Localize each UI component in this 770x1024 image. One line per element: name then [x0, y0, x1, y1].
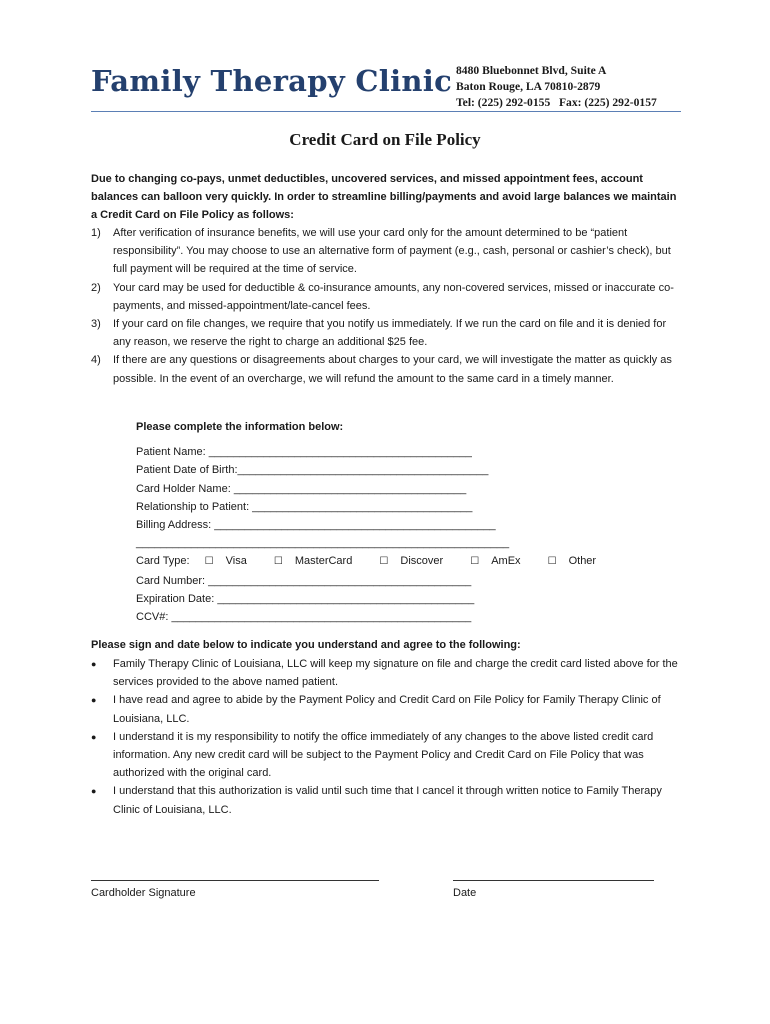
acknowledgement-text: Family Therapy Clinic of Louisiana, LLC will keep my signature on file and charge the credit card listed above for the services provided to the above named patient. [113, 658, 678, 689]
billing-address-field[interactable]: Billing Address: ______________________________________________ [136, 519, 496, 532]
acknowledgement-item [91, 691, 683, 727]
page-title: Credit Card on File Policy [289, 130, 481, 149]
card-type-option-other[interactable]: ☐ Other [547, 555, 597, 568]
form-heading: Please complete the information below: [136, 421, 344, 433]
header-divider [91, 111, 681, 112]
checkbox-icon: ☐ [379, 556, 389, 568]
checkbox-icon: ☐ [204, 556, 214, 568]
date-label: Date [453, 887, 477, 899]
acknowledgement-item [91, 782, 683, 818]
patient-name-field[interactable]: Patient Name: ___________________________________________ [136, 446, 472, 459]
cardholder-signature-label: Cardholder Signature [91, 887, 196, 899]
bullet-icon: ● [91, 695, 97, 706]
acknowledgement-item [91, 728, 683, 783]
card-info-form [136, 418, 597, 626]
clinic-address [456, 63, 657, 111]
card-type-option-amex[interactable]: ☐ AmEx [470, 555, 521, 568]
bullet-icon: ● [91, 786, 97, 797]
relationship-field[interactable]: Relationship to Patient: ____________________________________ [136, 500, 473, 513]
policy-item-number: 4) [91, 354, 101, 367]
policy-item-number: 1) [91, 227, 101, 239]
sign-heading: Please sign and date below to indicate you understand and agree to the following: [91, 639, 521, 651]
address-line-2: Baton Rouge, LA 70810-2879 [456, 80, 601, 93]
cardholder-signature-line[interactable] [91, 880, 379, 881]
acknowledgement-text: I have read and agree to abide by the Payment Policy and Credit Card on File Policy for Family Therapy Clinic of Louisiana, LLC. [113, 694, 661, 725]
card-type-option-mastercard[interactable]: ☐ MasterCard [273, 555, 353, 568]
card-type-row [136, 552, 597, 571]
policy-item [91, 351, 681, 387]
acknowledgement-item [91, 655, 683, 691]
expiration-date-field[interactable]: Expiration Date: __________________________________________ [136, 592, 475, 605]
patient-dob-field[interactable]: Patient Date of Birth:_________________________________________ [136, 464, 489, 477]
date-signature-line[interactable] [453, 880, 654, 881]
policy-item-text: Your card may be used for deductible & co-insurance amounts, any non-covered services, missed or inaccurate co-payments, and missed-appointment/late-cancel fees. [113, 281, 674, 312]
policy-item-text: If your card on file changes, we require that you notify us immediately. If we run the card on file and it is denied for any reason, we reserve the right to charge an additional $25 fee. [113, 318, 667, 349]
policy-item-text: If there are any questions or disagreements about charges to your card, we will investigate the matter as quickly as possible. In the event of an overcharge, we will refund the amount to the same card in a timely manner. [113, 354, 672, 385]
card-number-field[interactable]: Card Number: ___________________________________________ [136, 574, 472, 587]
policy-item [91, 315, 681, 351]
policy-item [91, 279, 681, 315]
billing-address-line-2-field[interactable]: _____________________________________________________________ [136, 537, 510, 550]
intro-paragraph: Due to changing co-pays, unmet deductibles, uncovered services, and missed appointment fees, account balances can balloon very quickly. In order to streamline billing/payments and avoid large balances we maintain a Credit Card on File Policy as follows: [91, 173, 677, 222]
policy-item-number: 2) [91, 281, 101, 294]
checkbox-icon: ☐ [273, 556, 283, 568]
acknowledgement-text: I understand that this authorization is valid until such time that I cancel it through written notice to Family Therapy Clinic of Louisiana, LLC. [113, 785, 662, 816]
card-type-option-visa[interactable]: ☐ Visa [204, 555, 247, 568]
card-type-label: Card Type: [136, 555, 190, 568]
card-type-option-discover[interactable]: ☐ Discover [379, 555, 444, 568]
card-holder-name-field[interactable]: Card Holder Name: ______________________________________ [136, 482, 467, 495]
clinic-name: Family Therapy Clinic [91, 64, 453, 98]
acknowledgement-text: I understand it is my responsibility to notify the office immediately of any changes to the above listed credit card information. Any new credit card will be subject to the Payment Policy and Credit Card on File Policy that was authorized with the original card. [113, 730, 654, 780]
address-line-3: Tel: (225) 292-0155 Fax: (225) 292-0157 [456, 96, 657, 109]
policy-item-text: After verification of insurance benefits, we will use your card only for the amount determined to be “patient responsibility”. You may choose to use an alternative form of payment (e.g., cash, personal or cashier’s check), but full payment will be required at the time of service. [113, 227, 671, 276]
checkbox-icon: ☐ [470, 556, 480, 568]
checkbox-icon: ☐ [547, 556, 557, 568]
bullet-icon: ● [91, 659, 97, 669]
policy-item-number: 3) [91, 318, 101, 331]
address-line-1: 8480 Bluebonnet Blvd, Suite A [456, 64, 607, 77]
bullet-icon: ● [91, 731, 97, 742]
ccv-field[interactable]: CCV#: _________________________________________________ [136, 611, 472, 624]
acknowledgement-list [91, 655, 683, 819]
policy-item [91, 224, 681, 279]
policy-list [91, 224, 681, 388]
